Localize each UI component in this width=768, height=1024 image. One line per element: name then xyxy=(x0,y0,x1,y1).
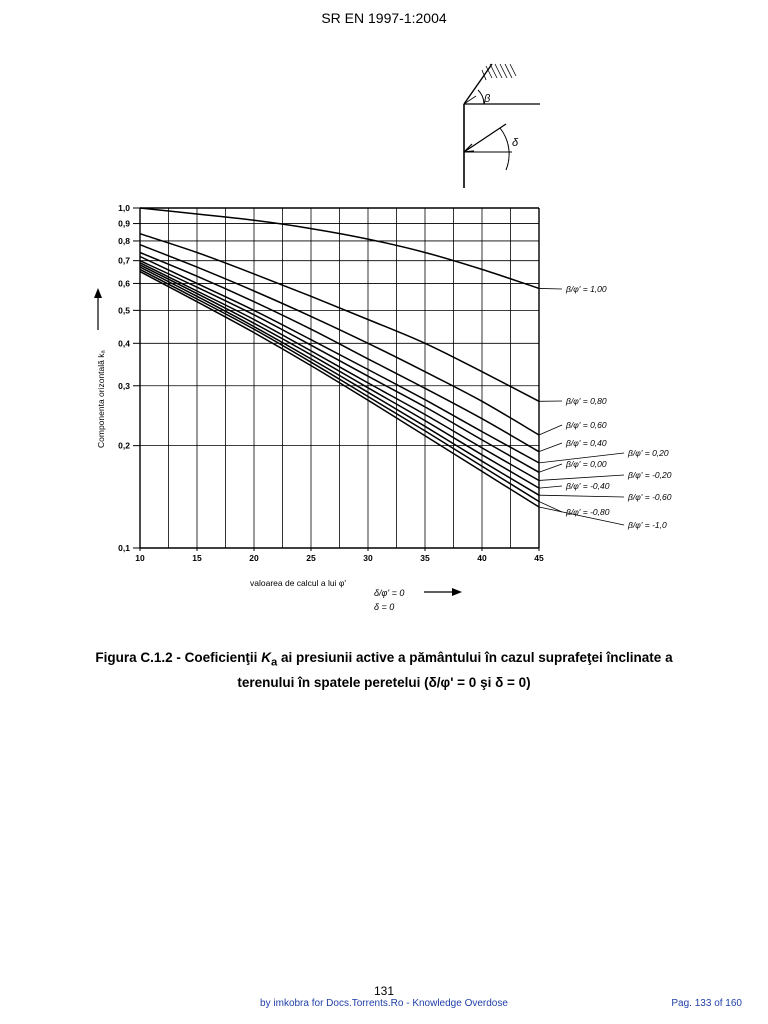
curve-label: β/φ' = 0,80 xyxy=(566,396,607,406)
caption-prefix: Figura C.1.2 - Coeficienţii xyxy=(95,650,262,665)
curve-label: β/φ' = 0,40 xyxy=(566,438,607,448)
curve-label-leader xyxy=(539,288,562,289)
curve-label-leader xyxy=(539,486,562,488)
caption-symbol: K xyxy=(261,650,271,665)
curve-label: β/φ' = -0,60 xyxy=(628,492,672,502)
curve-label: β/φ' = -0,80 xyxy=(566,507,610,517)
y-tick-label: 0,5 xyxy=(118,305,130,316)
x-condition-2: δ = 0 xyxy=(374,602,395,612)
y-tick-label: 0,8 xyxy=(118,235,130,246)
x-axis-arrow xyxy=(424,588,462,596)
beta-symbol: β xyxy=(484,93,491,105)
curve-labels xyxy=(539,284,672,530)
curve-label: β/φ' = -1,0 xyxy=(628,520,667,530)
footer-credit: by imkobra for Docs.Torrents.Ro - Knowledge Overdose xyxy=(260,998,508,1009)
y-tick-label: 0,1 xyxy=(118,543,130,553)
x-tick-label: 40 xyxy=(477,553,487,563)
x-condition-1: δ/φ' = 0 xyxy=(374,588,405,598)
chart-grid xyxy=(140,208,539,548)
y-tick-label: 0,3 xyxy=(118,380,130,391)
x-tick-label: 35 xyxy=(420,553,430,563)
caption-suffix: ai presiunii active a pământului în cazul suprafeţei înclinate a xyxy=(277,650,673,665)
curve-label-leader xyxy=(539,425,562,435)
figure-caption xyxy=(60,648,708,692)
y-tick-label: 0,7 xyxy=(118,255,130,266)
document-header: SR EN 1997-1:2004 xyxy=(321,10,447,26)
page-number: 131 xyxy=(373,984,395,998)
thrust-arrow-line xyxy=(464,124,506,152)
caption-line-2: terenului în spatele peretelui (δ/φ' = 0 şi δ = 0) xyxy=(237,674,531,690)
y-tick-label: 1,0 xyxy=(118,203,130,213)
x-tick-label: 10 xyxy=(135,553,145,563)
wall-slope-sketch xyxy=(464,64,540,188)
curve-label: β/φ' = -0,20 xyxy=(628,470,672,480)
curve-label: β/φ' = 1,00 xyxy=(566,284,607,294)
curve-label: β/φ' = -0,40 xyxy=(566,481,610,491)
caption-line-1 xyxy=(60,648,708,673)
curve-label-leader xyxy=(539,475,624,480)
footer-page-info: Pag. 133 of 160 xyxy=(671,998,742,1009)
y-tick-label: 0,4 xyxy=(118,338,130,349)
curve-label: β/φ' = 0,20 xyxy=(628,448,669,458)
x-tick-label: 25 xyxy=(306,553,316,563)
caption-subscript: a xyxy=(270,656,278,669)
y-tick-label: 0,2 xyxy=(118,440,130,451)
x-tick-label: 15 xyxy=(192,553,202,563)
x-tick-label: 20 xyxy=(249,553,259,563)
y-axis-label: Componenta orizontală kₐ xyxy=(96,350,106,448)
x-tick-label: 45 xyxy=(534,553,544,563)
curve-label: β/φ' = 0,60 xyxy=(566,420,607,430)
delta-symbol: δ xyxy=(512,137,519,149)
delta-arc xyxy=(500,128,509,170)
y-axis-arrow xyxy=(94,288,102,330)
chart-ticks xyxy=(118,203,544,563)
curve-label-leader xyxy=(539,502,562,512)
y-tick-label: 0,6 xyxy=(118,278,130,289)
y-tick-label: 0,9 xyxy=(118,218,130,229)
curve-label-leader xyxy=(539,464,562,472)
slope-reference-line xyxy=(464,96,476,104)
x-tick-label: 30 xyxy=(363,553,373,563)
curve-label-leader xyxy=(539,495,624,497)
curve-label: β/φ' = 0,00 xyxy=(566,459,607,469)
x-axis-label: valoarea de calcul a lui φ' xyxy=(250,578,346,588)
curve-label-leader xyxy=(539,443,562,452)
